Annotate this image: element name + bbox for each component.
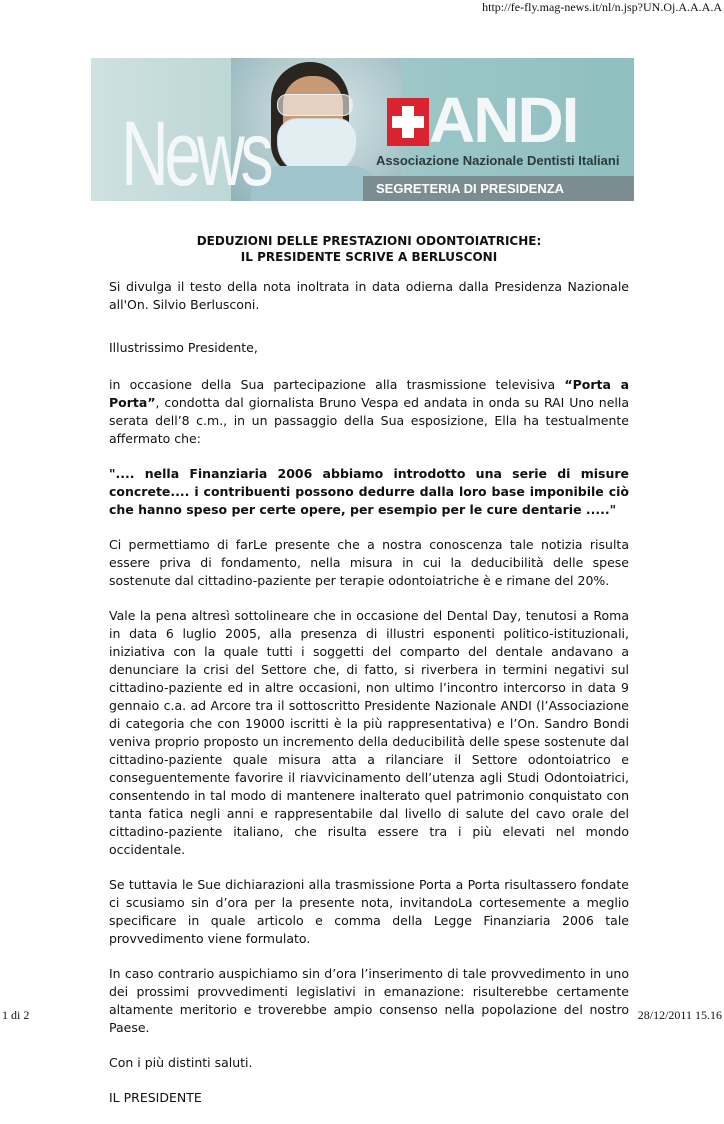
andi-news-banner: [91, 58, 634, 201]
paragraph-4: Se tuttavia le Sue dichiarazioni alla trasmissione Porta a Porta risultassero fondate ci scusiamo sin d’ora per la presente nota, invitandoLa cortesemente a meglio specificare in quale articolo e comma della Legge Finanziaria 2006 tale provvedimento viene formulato.: [109, 877, 629, 946]
red-cross-icon: [387, 98, 429, 146]
paragraph-2: Ci permettiamo di farLe presente che a nostra conoscenza tale notizia risulta essere priva di fondamento, nella misura in cui la deducibilità delle spese sostenute dal cittadino-paziente per terapie odontoiatriche è e rimane del 20%.: [109, 537, 629, 588]
news-wordmark: News: [121, 103, 270, 201]
signature: IL PRESIDENTE: [109, 1090, 202, 1105]
page-number: 1 di 2: [2, 1008, 30, 1022]
article-title: DEDUZIONI DELLE PRESTAZIONI ODONTOIATRICHE: IL PRESIDENTE SCRIVE A BERLUSCONI: [196, 234, 542, 264]
section-bar: SEGRETERIA DI PRESIDENZA: [363, 176, 634, 201]
salutation: Illustrissimo Presidente,: [109, 340, 258, 355]
closing: Con i più distinti saluti.: [109, 1055, 253, 1070]
print-datetime: 28/12/2011 15.16: [637, 1008, 722, 1022]
paragraph-3: Vale la pena altresì sottolineare che in occasione del Dental Day, tenutosi a Roma in data 6 luglio 2005, alla presenza di illustri esponenti politico-istituzionali, iniziativa con la quale tutti i soggetti del comparto del dentale andavano a denunciare la crisi del Settore che, di fatto, si riverbera in termini negativi sul cittadino-paziente ed in altre occasioni, non ultimo l’incontro intercorso in data 9 gennaio c.a. ad Arcore tra il sottoscritto Presidente Nazionale ANDI (l’Associazione di categoria che con 19000 iscritti è la più rappresentativa) e l’On. Sandro Bondi veniva proprio proposto un incremento della deducibilità delle spese sostenute dal cittadino-paziente quale misura atta a rilanciare il Settore odontoiatrico e conseguentemente favorire il riavvicinamento dell’utenza agli Studi Odontoiatrici, consentendo in tal modo di mantenere inalterato quel patrimonio conquistato con tanta fatica negli anni e rappresentabile dal livello di salute del cavo orale del cittadino-paziente italiano, che risulta essere tra i più elevati nel mondo occidentale.: [109, 608, 629, 857]
andi-logo: ANDI: [429, 84, 578, 156]
page-url: http://fe-fly.mag-news.it/nl/n.jsp?UN.Oj.A.A.A.A: [482, 0, 722, 14]
program-name: “Porta a Porta”: [109, 377, 630, 410]
intro-paragraph: Si divulga il testo della nota inoltrata in data odierna dalla Presidenza Nazionale all'On. Silvio Berlusconi.: [109, 279, 629, 312]
paragraph-5: In caso contrario auspichiamo sin d’ora l’inserimento di tale provvedimento in uno dei prossimi provvedimenti legislativi in emanazione: risulterebbe certamente altamente meritorio e troverebbe ampio consenso nella popolazione del nostro Paese.: [109, 966, 629, 1035]
print-footer: [0, 1008, 724, 1024]
association-name: Associazione Nazionale Dentisti Italiani: [376, 153, 620, 168]
article-body: [109, 233, 629, 1124]
quote-paragraph: ".... nella Finanziaria 2006 abbiamo introdotto una serie di misure concrete.... i contribuenti possono dedurre dalla loro base imponibile ciò che hanno speso per certe opere, per esempio per le cure dentarie .....": [109, 466, 629, 517]
paragraph-1: in occasione della Sua partecipazione alla trasmissione televisiva “Porta a Porta”, condotta dal giornalista Bruno Vespa ed andata in onda su RAI Uno nella serata dell’8 c.m., in un passaggio della Sua esposizione, Ella ha testualmente affermato che:: [109, 377, 630, 446]
